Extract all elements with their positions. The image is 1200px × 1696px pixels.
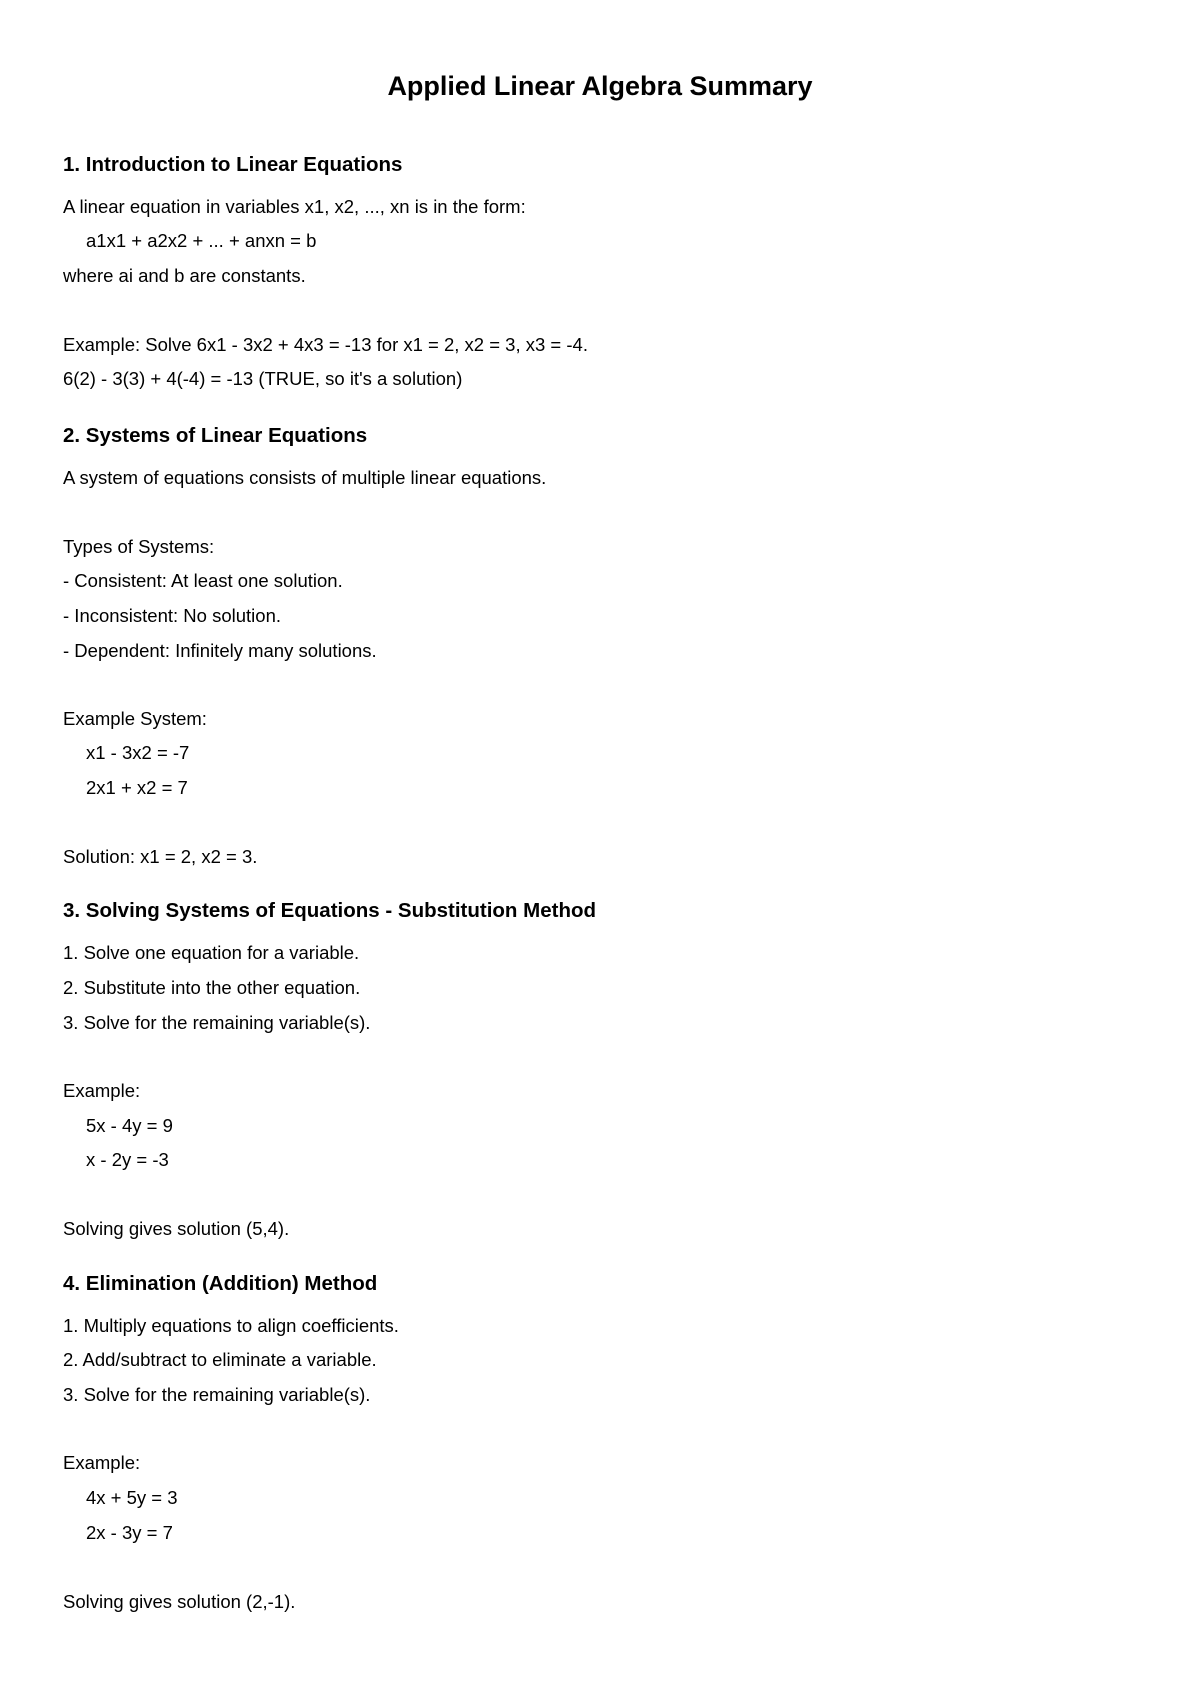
list-item: - Consistent: At least one solution. xyxy=(63,570,343,591)
example-line: Example: xyxy=(63,1080,141,1101)
paragraph-line: A linear equation in variables x1, x2, ..., xn is in the form: xyxy=(63,196,526,217)
list-item: 1. Solve one equation for a variable. xyxy=(63,942,360,963)
list-item: - Dependent: Infinitely many solutions. xyxy=(63,640,377,661)
solution-line: Solving gives solution (5,4). xyxy=(63,1218,290,1239)
section-heading-systems: 2. Systems of Linear Equations xyxy=(63,424,368,447)
section-heading-introduction: 1. Introduction to Linear Equations xyxy=(63,153,403,176)
list-item: 3. Solve for the remaining variable(s). xyxy=(63,1384,371,1405)
example-line: Example System: xyxy=(63,708,207,729)
equation-line: 2x - 3y = 7 xyxy=(86,1522,173,1543)
solution-line: Solving gives solution (2,-1). xyxy=(63,1591,296,1612)
list-item: - Inconsistent: No solution. xyxy=(63,605,281,626)
equation-line: 2x1 + x2 = 7 xyxy=(86,777,188,798)
list-item: 1. Multiply equations to align coefficients. xyxy=(63,1315,399,1336)
solution-line: Solution: x1 = 2, x2 = 3. xyxy=(63,846,258,867)
equation-line: x - 2y = -3 xyxy=(86,1149,169,1170)
equation-line: 5x - 4y = 9 xyxy=(86,1115,173,1136)
example-line: Example: xyxy=(63,1452,141,1473)
section-heading-substitution: 3. Solving Systems of Equations - Substitution Method xyxy=(63,899,597,922)
example-line: 6(2) - 3(3) + 4(-4) = -13 (TRUE, so it's a solution) xyxy=(63,368,463,389)
list-item: 2. Substitute into the other equation. xyxy=(63,977,361,998)
paragraph-line: where ai and b are constants. xyxy=(63,265,306,286)
section-heading-elimination: 4. Elimination (Addition) Method xyxy=(63,1272,378,1295)
paragraph-line: Types of Systems: xyxy=(63,536,215,557)
document-title: Applied Linear Algebra Summary xyxy=(387,71,813,101)
equation-line: 4x + 5y = 3 xyxy=(86,1487,178,1508)
list-item: 2. Add/subtract to eliminate a variable. xyxy=(63,1349,377,1370)
paragraph-line: A system of equations consists of multiple linear equations. xyxy=(63,467,547,488)
equation-line: x1 - 3x2 = -7 xyxy=(86,742,190,763)
example-line: Example: Solve 6x1 - 3x2 + 4x3 = -13 for x1 = 2, x2 = 3, x3 = -4. xyxy=(63,334,588,355)
equation-line: a1x1 + a2x2 + ... + anxn = b xyxy=(86,230,317,251)
list-item: 3. Solve for the remaining variable(s). xyxy=(63,1012,371,1033)
